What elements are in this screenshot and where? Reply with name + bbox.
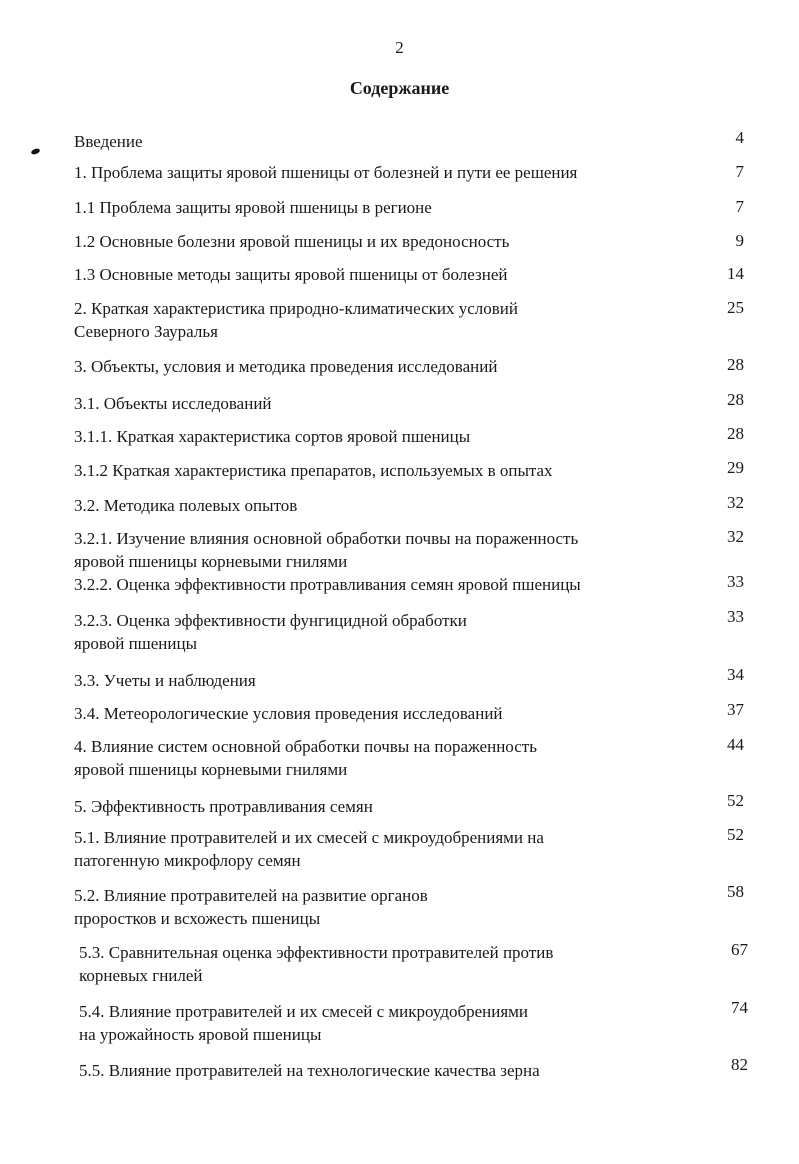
toc-entry-title: Введение xyxy=(74,132,143,151)
toc-entry-page: 29 xyxy=(727,458,744,477)
toc-entry-page: 34 xyxy=(727,665,744,684)
toc-entry-title: 3.1.1. Краткая характеристика сортов яровой пшеницы xyxy=(74,427,471,446)
toc-entry-title: 3.4. Метеорологические условия проведения исследований xyxy=(74,704,503,723)
toc-entry-page: 33 xyxy=(727,572,744,591)
toc-entry-title: 5. Эффективность протравливания семян xyxy=(74,797,373,816)
page-title: Содержание xyxy=(349,78,450,98)
toc-entry-title: 1.3 Основные методы защиты яровой пшеницы от болезней xyxy=(74,265,508,284)
toc-entry-title: 3. Объекты, условия и методика проведения исследований xyxy=(74,357,498,376)
page-number: 2 xyxy=(395,38,404,57)
toc-entry-page: 74 xyxy=(731,998,748,1017)
toc-entry-title: 3.3. Учеты и наблюдения xyxy=(74,671,256,690)
toc-entry-page: 28 xyxy=(727,390,744,409)
toc-entry-page: 28 xyxy=(727,424,744,443)
toc-entry-page: 44 xyxy=(727,735,744,754)
toc-entry-page: 67 xyxy=(731,940,748,959)
toc-entry-page: 7 xyxy=(735,162,744,181)
toc-entry-page: 32 xyxy=(727,527,744,546)
toc-entry-title: 4. Влияние систем основной обработки почвы на пораженность яровой пшеницы корневыми гнилями xyxy=(74,737,537,779)
toc-entry-title: 1.2 Основные болезни яровой пшеницы и их вредоносность xyxy=(74,232,510,251)
toc-entry-page: 4 xyxy=(735,128,744,147)
toc-entry-title: 1. Проблема защиты яровой пшеницы от болезней и пути ее решения xyxy=(74,163,578,182)
toc-entry-title: 3.2.3. Оценка эффективности фунгицидной обработки яровой пшеницы xyxy=(74,611,467,653)
toc-entry-title: 5.3. Сравнительная оценка эффективности протравителей против корневых гнилей xyxy=(79,943,554,985)
toc-entry-title: 2. Краткая характеристика природно-климатических условий Северного Зауралья xyxy=(74,299,518,341)
toc-entry-page: 25 xyxy=(727,298,744,317)
toc-entry-title: 5.2. Влияние протравителей на развитие органов проростков и всхожесть пшеницы xyxy=(74,886,428,928)
toc-entry-page: 37 xyxy=(727,700,744,719)
toc-entry-title: 1.1 Проблема защиты яровой пшеницы в регионе xyxy=(74,198,432,217)
toc-entry-title: 3.2.2. Оценка эффективности протравливания семян яровой пшеницы xyxy=(74,575,581,594)
toc-entry-title: 5.4. Влияние протравителей и их смесей с микроудобрениями на урожайность яровой пшеницы xyxy=(79,1002,529,1044)
toc-entry-page: 52 xyxy=(727,791,744,810)
toc-entry-page: 28 xyxy=(727,355,744,374)
toc-entry-title: 5.1. Влияние протравителей и их смесей с микроудобрениями на патогенную микрофлору семян xyxy=(74,828,544,870)
toc-entry-title: 3.1.2 Краткая характеристика препаратов, используемых в опытах xyxy=(74,461,553,480)
toc-entry-page: 7 xyxy=(735,197,744,216)
toc-entry-title: 3.2.1. Изучение влияния основной обработки почвы на пораженность яровой пшеницы корневыми гнилями xyxy=(74,529,579,571)
toc-entry-page: 82 xyxy=(731,1055,748,1074)
toc-entry-page: 32 xyxy=(727,493,744,512)
toc-entry-page: 33 xyxy=(727,607,744,626)
toc-entry-page: 9 xyxy=(735,231,744,250)
toc-entry-title: 3.2. Методика полевых опытов xyxy=(74,496,298,515)
toc-entry-title: 3.1. Объекты исследований xyxy=(74,394,272,413)
toc-entry-page: 58 xyxy=(727,882,744,901)
toc-entry-title: 5.5. Влияние протравителей на технологические качества зерна xyxy=(79,1061,540,1080)
toc-entry-page: 14 xyxy=(727,264,744,283)
toc-entry-page: 52 xyxy=(727,825,744,844)
